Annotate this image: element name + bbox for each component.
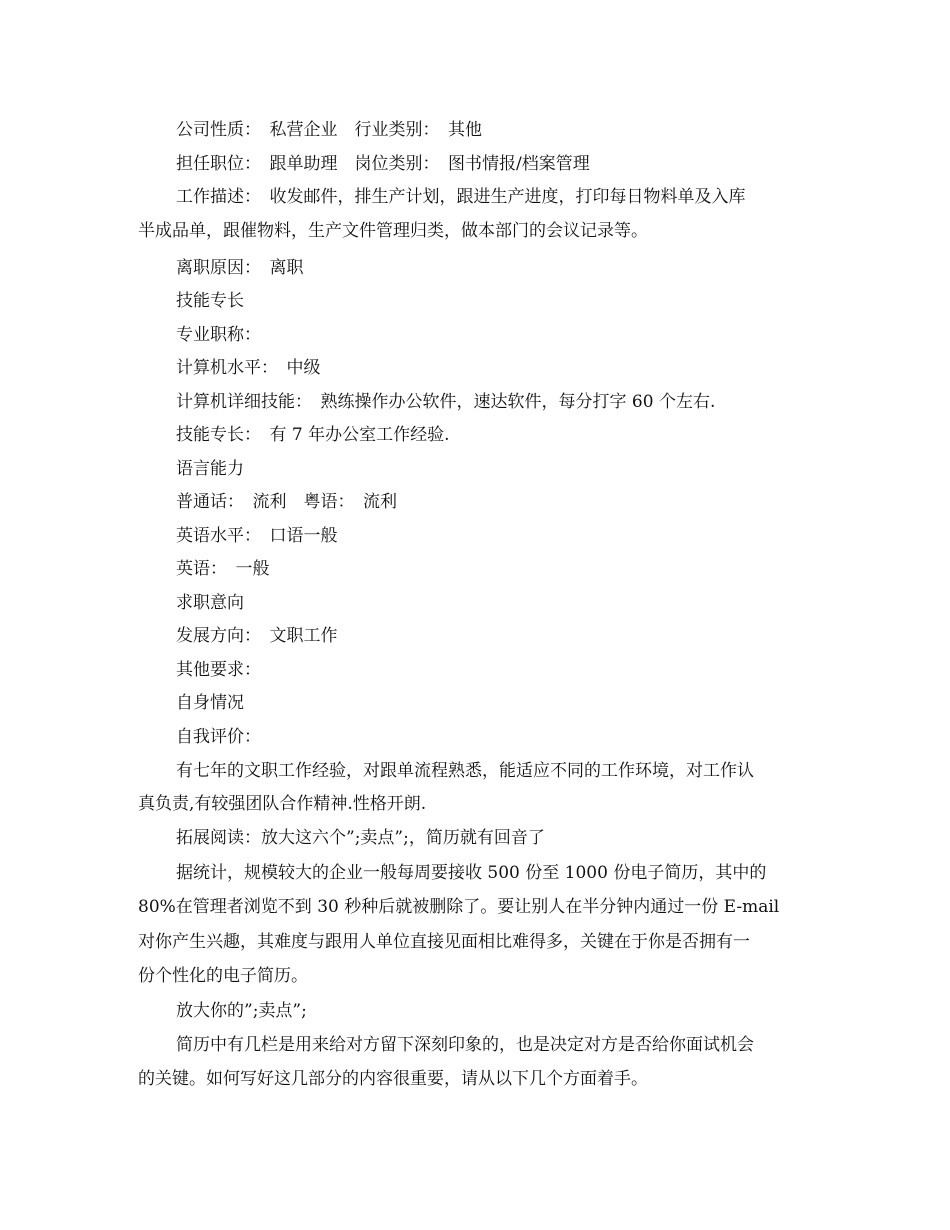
paragraph-1-line-4: 份个性化的电子简历。 [138,966,308,986]
paragraph-1-line-3: 对你产生兴趣，其难度与跟用人单位直接见面相比难得多，关键在于你是否拥有一 [138,932,750,952]
computer-skills-line: 计算机详细技能： 熟练操作办公软件，速达软件，每分打字 60 个左右. [176,392,716,412]
skills-heading: 技能专长 [176,291,244,311]
leave-reason-line: 离职原因： 离职 [176,258,304,278]
mandarin-cantonese-line: 普通话： 流利 粤语： 流利 [176,492,397,512]
self-evaluation-label: 自我评价： [176,727,261,747]
paragraph-2-line-1: 简历中有几栏是用来给对方留下深刻印象的，也是决定对方是否给你面试机会 [176,1035,754,1055]
career-direction-line: 发展方向： 文职工作 [176,626,338,646]
paragraph-2-line-2: 的关键。如何写好这几部分的内容很重要，请从以下几个方面着手。 [138,1069,648,1089]
selling-point-heading: 放大你的”;卖点”; [176,1001,307,1021]
other-requirements-line: 其他要求： [176,660,261,680]
extended-reading-title: 拓展阅读：放大这六个”;卖点”;，简历就有回音了 [176,828,545,848]
position-line: 担任职位： 跟单助理 岗位类别： 图书情报/档案管理 [176,154,590,174]
paragraph-1-line-1: 据统计，规模较大的企业一般每周要接收 500 份至 1000 份电子简历，其中的 [176,863,767,883]
self-situation-heading: 自身情况 [176,693,244,713]
language-heading: 语言能力 [176,459,244,479]
company-type-line: 公司性质： 私营企业 行业类别： 其他 [176,120,482,140]
english-line: 英语： 一般 [176,559,270,579]
job-description-line-1: 工作描述： 收发邮件，排生产计划，跟进生产进度，打印每日物料单及入库 [176,187,746,207]
job-description-line-2: 半成品单，跟催物料，生产文件管理归类，做本部门的会议记录等。 [138,221,648,241]
professional-title-line: 专业职称： [176,325,261,345]
self-evaluation-line-2: 真负责,有较强团队合作精神.性格开朗. [138,794,427,814]
job-intention-heading: 求职意向 [176,593,244,613]
paragraph-1-line-2: 80%在管理者浏览不到 30 秒种后就被删除了。要让别人在半分钟内通过一份 E-mail [138,897,780,917]
english-level-line: 英语水平： 口语一般 [176,526,338,546]
self-evaluation-line-1: 有七年的文职工作经验，对跟单流程熟悉，能适应不同的工作环境，对工作认 [176,761,754,781]
computer-level-line: 计算机水平： 中级 [176,358,321,378]
skill-specialty-line: 技能专长： 有 7 年办公室工作经验. [176,425,450,445]
